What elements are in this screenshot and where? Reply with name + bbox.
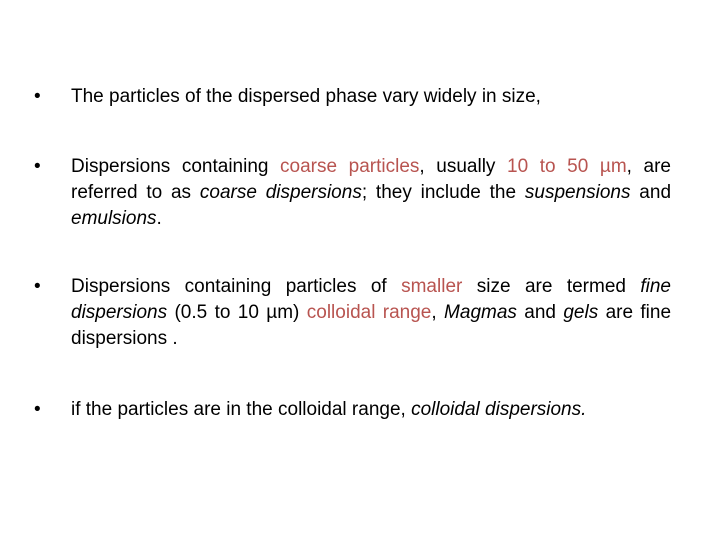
- text-run: Dispersions containing particles of: [71, 276, 402, 297]
- term-suspensions: suspensions: [524, 182, 631, 203]
- term-coarse-dispersions: coarse dispersions: [199, 182, 362, 203]
- text-run: .: [156, 208, 162, 229]
- text-run: and: [516, 302, 564, 323]
- text-run: , usually: [419, 156, 508, 177]
- text-run: ,: [431, 302, 445, 323]
- term-colloidal-dispersions: colloidal dispersions.: [411, 399, 587, 420]
- term-emulsions: emulsions: [71, 208, 157, 229]
- text-run: size are termed: [462, 276, 641, 297]
- bullet-item-coarse-dispersions: [34, 154, 671, 232]
- term-magmas: Magmas: [444, 302, 517, 323]
- bullet-item-size-variation: [34, 84, 671, 110]
- highlight-colloidal-range: colloidal range: [306, 302, 432, 323]
- term-gels: gels: [563, 302, 599, 323]
- highlight-coarse-particles: coarse particles: [280, 156, 420, 177]
- bullet-text: The particles of the dispersed phase vary widely in size,: [71, 86, 541, 107]
- text-run: are fine dispersions .: [71, 302, 672, 349]
- bullet-marker: •: [34, 86, 41, 107]
- text-run: if the particles are in the colloidal range,: [71, 399, 412, 420]
- text-run: (0.5 to 10 µm): [167, 302, 307, 323]
- bullet-item-colloidal-dispersions: [34, 397, 671, 423]
- bullet-marker: •: [34, 399, 41, 420]
- highlight-size-range: 10 to 50 µm: [507, 156, 627, 177]
- bullet-item-fine-dispersions: [34, 274, 671, 352]
- bullet-marker: •: [34, 156, 41, 177]
- text-run: , are referred to as: [71, 156, 671, 203]
- bullet-marker: •: [34, 276, 41, 297]
- highlight-smaller: smaller: [401, 276, 463, 297]
- term-fine-dispersions: fine dispersions: [71, 276, 671, 323]
- text-run: and: [630, 182, 672, 203]
- text-run: Dispersions containing: [71, 156, 281, 177]
- text-run: ; they include the: [361, 182, 525, 203]
- bullet-list: [34, 84, 671, 423]
